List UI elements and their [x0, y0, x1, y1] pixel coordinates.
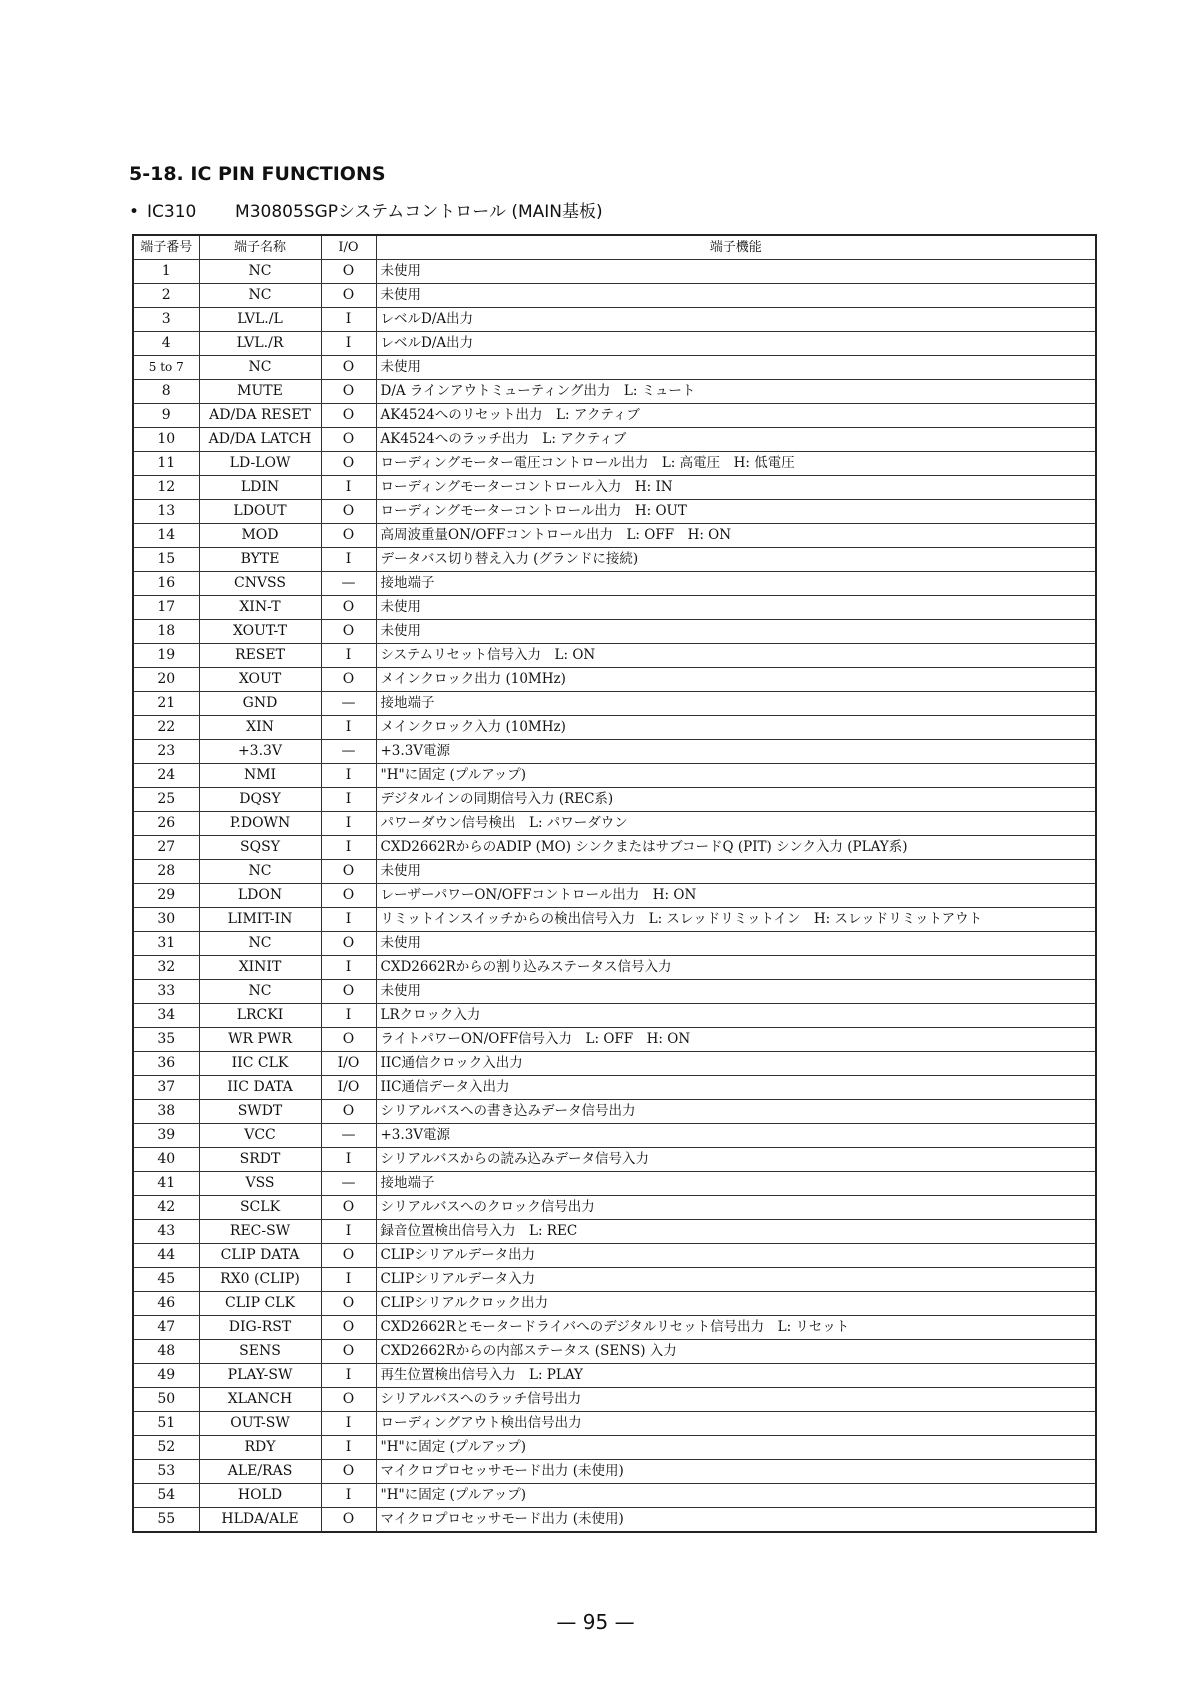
- io-cell: I: [321, 1148, 376, 1172]
- table-body: [133, 260, 1096, 1533]
- pin-number-cell: 14: [133, 524, 199, 548]
- function-cell: +3.3V電源: [376, 740, 1096, 764]
- pin-number-cell: 29: [133, 884, 199, 908]
- pin-name-cell: XLANCH: [199, 1388, 321, 1412]
- function-cell: デジタルインの同期信号入力 (REC系): [376, 788, 1096, 812]
- pin-number-cell: 52: [133, 1436, 199, 1460]
- pin-number-cell: 35: [133, 1028, 199, 1052]
- function-cell: 未使用: [376, 260, 1096, 284]
- pin-name-cell: RESET: [199, 644, 321, 668]
- function-cell: メインクロック出力 (10MHz): [376, 668, 1096, 692]
- pin-number-cell: 18: [133, 620, 199, 644]
- function-cell: 再生位置検出信号入力 L: PLAY: [376, 1364, 1096, 1388]
- function-cell: 高周波重量ON/OFFコントロール出力 L: OFF H: ON: [376, 524, 1096, 548]
- table-row: [133, 1412, 1096, 1436]
- io-cell: O: [321, 380, 376, 404]
- table-row: [133, 500, 1096, 524]
- table-row: [133, 1124, 1096, 1148]
- table-row: [133, 836, 1096, 860]
- pin-name-cell: VSS: [199, 1172, 321, 1196]
- io-cell: O: [321, 524, 376, 548]
- pin-name-cell: XOUT: [199, 668, 321, 692]
- io-cell: O: [321, 284, 376, 308]
- function-cell: 接地端子: [376, 572, 1096, 596]
- io-cell: O: [321, 1028, 376, 1052]
- bullet: •: [129, 202, 140, 222]
- io-cell: O: [321, 668, 376, 692]
- io-cell: —: [321, 692, 376, 716]
- io-cell: I/O: [321, 1076, 376, 1100]
- io-cell: O: [321, 404, 376, 428]
- pin-name-cell: IIC DATA: [199, 1076, 321, 1100]
- function-cell: 未使用: [376, 980, 1096, 1004]
- function-cell: マイクロプロセッサモード出力 (未使用): [376, 1508, 1096, 1533]
- pin-name-cell: AD/DA LATCH: [199, 428, 321, 452]
- io-cell: I: [321, 548, 376, 572]
- pin-name-cell: AD/DA RESET: [199, 404, 321, 428]
- io-cell: O: [321, 1196, 376, 1220]
- io-cell: O: [321, 860, 376, 884]
- function-cell: ローディングモーターコントロール入力 H: IN: [376, 476, 1096, 500]
- table-header-row: [133, 235, 1096, 260]
- function-cell: +3.3V電源: [376, 1124, 1096, 1148]
- pin-number-cell: 50: [133, 1388, 199, 1412]
- pin-name-cell: NC: [199, 860, 321, 884]
- io-cell: I: [321, 788, 376, 812]
- function-cell: 録音位置検出信号入力 L: REC: [376, 1220, 1096, 1244]
- function-cell: データバス切り替え入力 (グランドに接続): [376, 548, 1096, 572]
- pin-name-cell: OUT-SW: [199, 1412, 321, 1436]
- io-cell: I: [321, 1436, 376, 1460]
- table-row: [133, 1196, 1096, 1220]
- table-row: [133, 956, 1096, 980]
- function-cell: ローディングアウト検出信号出力: [376, 1412, 1096, 1436]
- pin-name-cell: NC: [199, 356, 321, 380]
- pin-number-cell: 45: [133, 1268, 199, 1292]
- pin-name-cell: MUTE: [199, 380, 321, 404]
- pin-name-cell: RX0 (CLIP): [199, 1268, 321, 1292]
- header-pin-name: 端子名称: [199, 235, 321, 260]
- ic-subtitle: [129, 197, 603, 222]
- pin-name-cell: REC-SW: [199, 1220, 321, 1244]
- pin-name-cell: LIMIT-IN: [199, 908, 321, 932]
- pin-name-cell: SENS: [199, 1340, 321, 1364]
- pin-name-cell: LDON: [199, 884, 321, 908]
- pin-number-cell: 28: [133, 860, 199, 884]
- table-row: [133, 860, 1096, 884]
- pin-name-cell: NMI: [199, 764, 321, 788]
- function-cell: "H"に固定 (プルアップ): [376, 1484, 1096, 1508]
- pin-name-cell: BYTE: [199, 548, 321, 572]
- pin-name-cell: NC: [199, 932, 321, 956]
- io-cell: I: [321, 1220, 376, 1244]
- pin-number-cell: 41: [133, 1172, 199, 1196]
- function-cell: IIC通信クロック入出力: [376, 1052, 1096, 1076]
- function-cell: 接地端子: [376, 692, 1096, 716]
- pin-number-cell: 37: [133, 1076, 199, 1100]
- pin-number-cell: 42: [133, 1196, 199, 1220]
- pin-number-cell: 17: [133, 596, 199, 620]
- io-cell: O: [321, 932, 376, 956]
- io-cell: O: [321, 500, 376, 524]
- pin-number-cell: 49: [133, 1364, 199, 1388]
- pin-name-cell: XOUT-T: [199, 620, 321, 644]
- io-cell: I: [321, 1268, 376, 1292]
- function-cell: レベルD/A出力: [376, 332, 1096, 356]
- function-cell: リミットインスイッチからの検出信号入力 L: スレッドリミットイン H: スレッドリミットアウト: [376, 908, 1096, 932]
- table-row: [133, 308, 1096, 332]
- pin-number-cell: 34: [133, 1004, 199, 1028]
- function-cell: IIC通信データ入出力: [376, 1076, 1096, 1100]
- pin-name-cell: GND: [199, 692, 321, 716]
- pin-number-cell: 21: [133, 692, 199, 716]
- table-row: [133, 620, 1096, 644]
- pin-name-cell: SCLK: [199, 1196, 321, 1220]
- pin-number-cell: 48: [133, 1340, 199, 1364]
- io-cell: O: [321, 1244, 376, 1268]
- pin-number-cell: 30: [133, 908, 199, 932]
- table-row: [133, 644, 1096, 668]
- pin-number-cell: 44: [133, 1244, 199, 1268]
- io-cell: O: [321, 596, 376, 620]
- pin-number-cell: 19: [133, 644, 199, 668]
- pin-number-cell: 15: [133, 548, 199, 572]
- table-row: [133, 1244, 1096, 1268]
- function-cell: "H"に固定 (プルアップ): [376, 1436, 1096, 1460]
- function-cell: ライトパワーON/OFF信号入力 L: OFF H: ON: [376, 1028, 1096, 1052]
- pin-number-cell: 47: [133, 1316, 199, 1340]
- table-row: [133, 596, 1096, 620]
- table-row: [133, 692, 1096, 716]
- table-row: [133, 884, 1096, 908]
- io-cell: I: [321, 956, 376, 980]
- table-row: [133, 1436, 1096, 1460]
- io-cell: I: [321, 1004, 376, 1028]
- pin-number-cell: 38: [133, 1100, 199, 1124]
- pin-name-cell: CLIP DATA: [199, 1244, 321, 1268]
- table-row: [133, 1292, 1096, 1316]
- table-row: [133, 764, 1096, 788]
- pin-number-cell: 16: [133, 572, 199, 596]
- io-cell: I: [321, 476, 376, 500]
- header-io: I/O: [321, 235, 376, 260]
- io-cell: O: [321, 1292, 376, 1316]
- function-cell: 未使用: [376, 860, 1096, 884]
- io-cell: O: [321, 1388, 376, 1412]
- function-cell: マイクロプロセッサモード出力 (未使用): [376, 1460, 1096, 1484]
- pin-name-cell: +3.3V: [199, 740, 321, 764]
- function-cell: シリアルバスからの読み込みデータ信号入力: [376, 1148, 1096, 1172]
- pin-name-cell: VCC: [199, 1124, 321, 1148]
- function-cell: CLIPシリアルデータ出力: [376, 1244, 1096, 1268]
- pin-number-cell: 25: [133, 788, 199, 812]
- pin-name-cell: DIG-RST: [199, 1316, 321, 1340]
- pin-number-cell: 55: [133, 1508, 199, 1533]
- pin-number-cell: 46: [133, 1292, 199, 1316]
- pin-number-cell: 31: [133, 932, 199, 956]
- function-cell: システムリセット信号入力 L: ON: [376, 644, 1096, 668]
- function-cell: 接地端子: [376, 1172, 1096, 1196]
- io-cell: —: [321, 740, 376, 764]
- pin-name-cell: LDIN: [199, 476, 321, 500]
- io-cell: O: [321, 260, 376, 284]
- io-cell: O: [321, 884, 376, 908]
- table-row: [133, 356, 1096, 380]
- pin-number-cell: 4: [133, 332, 199, 356]
- function-cell: CXD2662Rからの割り込みステータス信号入力: [376, 956, 1096, 980]
- io-cell: O: [321, 1316, 376, 1340]
- pin-number-cell: 13: [133, 500, 199, 524]
- pin-name-cell: LVL./R: [199, 332, 321, 356]
- table-row: [133, 1052, 1096, 1076]
- function-cell: レーザーパワーON/OFFコントロール出力 H: ON: [376, 884, 1096, 908]
- table-row: [133, 548, 1096, 572]
- table-row: [133, 1028, 1096, 1052]
- header-pin-number: 端子番号: [133, 235, 199, 260]
- table-row: [133, 1220, 1096, 1244]
- pin-number-cell: 54: [133, 1484, 199, 1508]
- pin-name-cell: P.DOWN: [199, 812, 321, 836]
- table-row: [133, 1388, 1096, 1412]
- io-cell: I: [321, 764, 376, 788]
- table-row: [133, 716, 1096, 740]
- io-cell: O: [321, 980, 376, 1004]
- pin-number-cell: 2: [133, 284, 199, 308]
- table-row: [133, 1316, 1096, 1340]
- io-cell: I: [321, 908, 376, 932]
- pin-name-cell: DQSY: [199, 788, 321, 812]
- pin-name-cell: SRDT: [199, 1148, 321, 1172]
- table-row: [133, 932, 1096, 956]
- table-row: [133, 668, 1096, 692]
- table-row: [133, 1100, 1096, 1124]
- pin-number-cell: 24: [133, 764, 199, 788]
- pin-name-cell: CNVSS: [199, 572, 321, 596]
- io-cell: O: [321, 620, 376, 644]
- ic-description: M30805SGPシステムコントロール (MAIN基板): [235, 202, 603, 222]
- function-cell: メインクロック入力 (10MHz): [376, 716, 1096, 740]
- pin-name-cell: XIN: [199, 716, 321, 740]
- io-cell: O: [321, 428, 376, 452]
- function-cell: CXD2662RからのADIP (MO) シンクまたはサブコードQ (PIT) シンク入力 (PLAY系): [376, 836, 1096, 860]
- pin-name-cell: ALE/RAS: [199, 1460, 321, 1484]
- function-cell: 未使用: [376, 932, 1096, 956]
- pin-number-cell: 27: [133, 836, 199, 860]
- pin-name-cell: IIC CLK: [199, 1052, 321, 1076]
- pin-name-cell: LDOUT: [199, 500, 321, 524]
- function-cell: CXD2662Rとモータードライバへのデジタルリセット信号出力 L: リセット: [376, 1316, 1096, 1340]
- table-row: [133, 380, 1096, 404]
- function-cell: LRクロック入力: [376, 1004, 1096, 1028]
- pin-number-cell: 10: [133, 428, 199, 452]
- pin-number-cell: 8: [133, 380, 199, 404]
- pin-number-cell: 39: [133, 1124, 199, 1148]
- table-row: [133, 1076, 1096, 1100]
- pin-number-cell: 5 to 7: [133, 356, 199, 380]
- page-number: — 95 —: [556, 1610, 635, 1634]
- function-cell: AK4524へのリセット出力 L: アクティブ: [376, 404, 1096, 428]
- io-cell: I: [321, 1484, 376, 1508]
- pin-name-cell: NC: [199, 284, 321, 308]
- io-cell: O: [321, 1460, 376, 1484]
- io-cell: —: [321, 572, 376, 596]
- function-cell: レベルD/A出力: [376, 308, 1096, 332]
- function-cell: 未使用: [376, 284, 1096, 308]
- pin-number-cell: 26: [133, 812, 199, 836]
- io-cell: I: [321, 836, 376, 860]
- pin-number-cell: 3: [133, 308, 199, 332]
- table-row: [133, 476, 1096, 500]
- table-row: [133, 1340, 1096, 1364]
- function-cell: ローディングモーター電圧コントロール出力 L: 高電圧 H: 低電圧: [376, 452, 1096, 476]
- pin-function-table: [132, 234, 1097, 1533]
- pin-name-cell: NC: [199, 260, 321, 284]
- section-title: 5-18. IC PIN FUNCTIONS: [129, 163, 386, 185]
- pin-number-cell: 43: [133, 1220, 199, 1244]
- table-row: [133, 452, 1096, 476]
- table-row: [133, 908, 1096, 932]
- io-cell: —: [321, 1172, 376, 1196]
- pin-name-cell: NC: [199, 980, 321, 1004]
- table-row: [133, 980, 1096, 1004]
- pin-name-cell: SQSY: [199, 836, 321, 860]
- pin-number-cell: 23: [133, 740, 199, 764]
- function-cell: ローディングモーターコントロール出力 H: OUT: [376, 500, 1096, 524]
- header-function: 端子機能: [376, 235, 1096, 260]
- table-row: [133, 1484, 1096, 1508]
- function-cell: D/A ラインアウトミューティング出力 L: ミュート: [376, 380, 1096, 404]
- function-cell: シリアルバスへのラッチ信号出力: [376, 1388, 1096, 1412]
- table-row: [133, 740, 1096, 764]
- io-cell: I: [321, 1412, 376, 1436]
- table-row: [133, 1004, 1096, 1028]
- io-cell: I: [321, 332, 376, 356]
- table-row: [133, 404, 1096, 428]
- io-cell: I: [321, 644, 376, 668]
- function-cell: パワーダウン信号検出 L: パワーダウン: [376, 812, 1096, 836]
- io-cell: O: [321, 356, 376, 380]
- pin-name-cell: SWDT: [199, 1100, 321, 1124]
- pin-name-cell: LRCKI: [199, 1004, 321, 1028]
- io-cell: O: [321, 452, 376, 476]
- pin-name-cell: PLAY-SW: [199, 1364, 321, 1388]
- io-cell: O: [321, 1340, 376, 1364]
- io-cell: O: [321, 1100, 376, 1124]
- pin-number-cell: 20: [133, 668, 199, 692]
- pin-number-cell: 12: [133, 476, 199, 500]
- function-cell: AK4524へのラッチ出力 L: アクティブ: [376, 428, 1096, 452]
- table-row: [133, 1364, 1096, 1388]
- function-cell: CLIPシリアルデータ入力: [376, 1268, 1096, 1292]
- pin-number-cell: 40: [133, 1148, 199, 1172]
- function-cell: CLIPシリアルクロック出力: [376, 1292, 1096, 1316]
- pin-name-cell: CLIP CLK: [199, 1292, 321, 1316]
- io-cell: I/O: [321, 1052, 376, 1076]
- pin-number-cell: 32: [133, 956, 199, 980]
- io-cell: I: [321, 716, 376, 740]
- function-cell: シリアルバスへの書き込みデータ信号出力: [376, 1100, 1096, 1124]
- table-row: [133, 1268, 1096, 1292]
- table-row: [133, 284, 1096, 308]
- pin-name-cell: MOD: [199, 524, 321, 548]
- function-cell: シリアルバスへのクロック信号出力: [376, 1196, 1096, 1220]
- function-cell: CXD2662Rからの内部ステータス (SENS) 入力: [376, 1340, 1096, 1364]
- pin-name-cell: XINIT: [199, 956, 321, 980]
- function-cell: 未使用: [376, 356, 1096, 380]
- pin-number-cell: 36: [133, 1052, 199, 1076]
- io-cell: I: [321, 308, 376, 332]
- table-row: [133, 428, 1096, 452]
- pin-name-cell: XIN-T: [199, 596, 321, 620]
- table-row: [133, 260, 1096, 284]
- pin-name-cell: HLDA/ALE: [199, 1508, 321, 1533]
- pin-name-cell: WR PWR: [199, 1028, 321, 1052]
- table-row: [133, 332, 1096, 356]
- pin-number-cell: 33: [133, 980, 199, 1004]
- io-cell: I: [321, 1364, 376, 1388]
- io-cell: —: [321, 1124, 376, 1148]
- pin-number-cell: 51: [133, 1412, 199, 1436]
- pin-name-cell: LD-LOW: [199, 452, 321, 476]
- table-row: [133, 1148, 1096, 1172]
- table-row: [133, 572, 1096, 596]
- table-row: [133, 788, 1096, 812]
- pin-name-cell: LVL./L: [199, 308, 321, 332]
- table-row: [133, 1172, 1096, 1196]
- ic-designator: IC310: [147, 202, 197, 222]
- pin-number-cell: 9: [133, 404, 199, 428]
- function-cell: 未使用: [376, 596, 1096, 620]
- table-row: [133, 1460, 1096, 1484]
- table-row: [133, 524, 1096, 548]
- io-cell: I: [321, 812, 376, 836]
- table-row: [133, 812, 1096, 836]
- io-cell: O: [321, 1508, 376, 1533]
- pin-name-cell: RDY: [199, 1436, 321, 1460]
- pin-number-cell: 1: [133, 260, 199, 284]
- pin-number-cell: 22: [133, 716, 199, 740]
- pin-name-cell: HOLD: [199, 1484, 321, 1508]
- table-row: [133, 1508, 1096, 1533]
- pin-number-cell: 53: [133, 1460, 199, 1484]
- function-cell: 未使用: [376, 620, 1096, 644]
- pin-number-cell: 11: [133, 452, 199, 476]
- function-cell: "H"に固定 (プルアップ): [376, 764, 1096, 788]
